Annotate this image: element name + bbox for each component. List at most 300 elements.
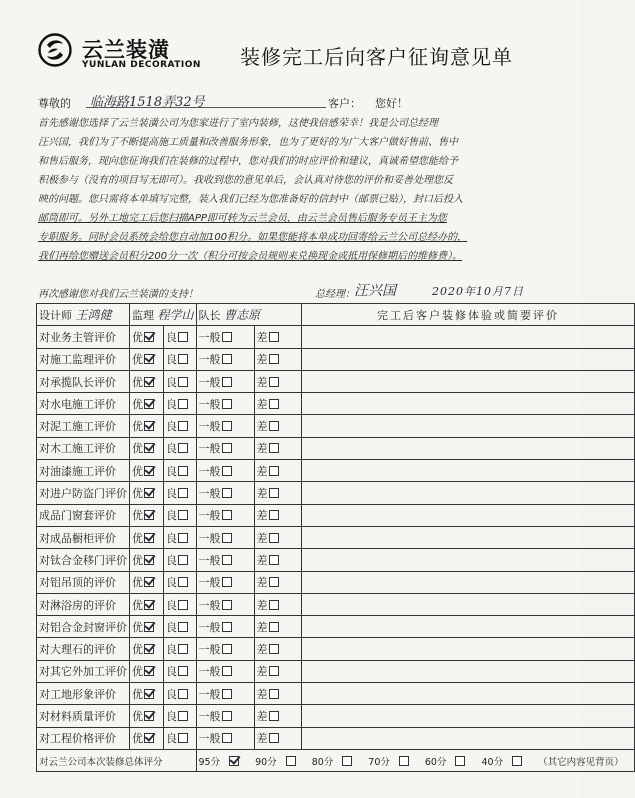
grade-cell[interactable] [164,482,197,504]
checkbox[interactable] [269,488,279,498]
grade-label: 优 [132,353,143,367]
checkbox[interactable] [178,510,188,520]
checkbox[interactable] [144,443,154,453]
grade-label: 差 [256,375,268,389]
grade-cell[interactable] [196,415,254,437]
general-manager-label: 总经理： [315,289,355,300]
checkbox[interactable] [269,689,279,699]
checkbox[interactable] [222,443,232,453]
grade-label: 良 [166,487,177,501]
grade-cell[interactable] [130,348,164,370]
grade-label: 良 [166,420,177,434]
checkbox[interactable] [269,622,279,632]
grade-cell[interactable] [164,638,197,660]
grade-label: 一般 [198,487,221,501]
checkbox[interactable] [144,555,154,565]
comment-cell[interactable] [302,504,634,526]
signoff-date: 2020年10月7日 [432,285,524,298]
checkbox[interactable] [144,332,154,342]
comment-cell[interactable] [302,460,634,482]
checkbox[interactable] [222,466,232,476]
checkbox[interactable] [269,510,279,520]
row-label: 对材料质量评价 [37,705,130,727]
grade-cell[interactable] [196,393,254,415]
grade-cell[interactable] [196,437,254,459]
table-row [37,348,635,370]
grade-cell[interactable] [254,727,302,749]
grade-cell[interactable] [130,526,164,548]
grade-label: 优 [132,464,143,478]
grade-cell[interactable] [130,482,164,504]
grade-label: 差 [256,576,268,590]
checkbox[interactable] [144,622,154,632]
grade-label: 一般 [198,420,221,434]
row-label: 对进户防盗门评价 [37,482,130,504]
checkbox[interactable] [178,332,188,342]
checkbox[interactable] [178,555,188,565]
grade-cell[interactable] [196,660,254,682]
supervisor-label: 监理 [132,309,154,323]
checkbox[interactable] [222,666,232,676]
checkbox[interactable] [178,711,188,721]
grade-cell[interactable] [196,526,254,548]
row-label: 对承揽队长评价 [37,370,130,392]
grade-cell[interactable] [164,616,197,638]
table-row [37,482,635,504]
checkbox[interactable] [269,332,279,342]
greeting-line [38,92,558,112]
checkbox[interactable] [269,600,279,610]
score-option[interactable] [368,757,417,768]
table-row [37,415,635,437]
grade-label: 良 [166,375,177,389]
grade-cell[interactable] [130,415,164,437]
table-row [37,460,635,482]
checkbox[interactable] [222,644,232,654]
score-option[interactable] [255,757,304,768]
letter-body [38,114,550,266]
checkbox[interactable] [269,666,279,676]
grade-cell[interactable] [196,482,254,504]
grade-cell[interactable] [130,549,164,571]
grade-label: 一般 [198,330,221,344]
grade-cell[interactable] [196,348,254,370]
checkbox[interactable] [269,399,279,409]
row-label: 对工地形象评价 [37,683,130,705]
row-label: 对铝合金封窗评价 [37,616,130,638]
grade-cell[interactable] [130,593,164,615]
grade-cell[interactable] [130,727,164,749]
grade-cell[interactable] [254,593,302,615]
score-option-label: 80分 [311,756,334,768]
grade-cell[interactable] [196,549,254,571]
grade-cell[interactable] [196,616,254,638]
checkbox[interactable] [229,756,239,766]
closing-line: 再次感谢您对我们云兰装潢的支持！ [38,289,198,300]
comment-cell[interactable] [302,437,634,459]
supervisor-cell [130,304,197,326]
grade-cell[interactable] [254,326,302,348]
grade-label: 差 [256,442,268,456]
checkbox[interactable] [222,332,232,342]
grade-cell[interactable] [254,415,302,437]
comment-cell[interactable] [302,727,634,749]
checkbox[interactable] [144,533,154,543]
table-row [37,616,635,638]
comment-cell[interactable] [302,415,634,437]
grade-cell[interactable] [130,616,164,638]
grade-label: 良 [166,464,177,478]
checkbox[interactable] [269,443,279,453]
grade-cell[interactable] [164,370,197,392]
checkbox[interactable] [144,666,154,676]
checkbox[interactable] [269,377,279,387]
grade-cell[interactable] [196,727,254,749]
checkbox[interactable] [144,399,154,409]
grade-cell[interactable] [254,549,302,571]
comment-cell[interactable] [302,348,634,370]
checkbox[interactable] [269,533,279,543]
grade-label: 差 [256,598,268,612]
comment-cell[interactable] [302,571,634,593]
grade-label: 差 [256,487,268,501]
grade-label: 一般 [198,442,221,456]
table-row [37,549,635,571]
table-row [37,727,635,749]
grade-label: 一般 [198,353,221,367]
grade-label: 一般 [198,732,221,746]
row-label: 对木工施工评价 [37,437,130,459]
row-label: 对钛合金移门评价 [37,549,130,571]
row-label: 对水电施工评价 [37,393,130,415]
checkbox[interactable] [178,666,188,676]
designer-name: 王鸿健 [75,308,112,323]
checkbox[interactable] [178,377,188,387]
comment-cell[interactable] [302,683,634,705]
checkbox[interactable] [144,733,154,743]
grade-cell[interactable] [164,393,197,415]
grade-cell[interactable] [254,660,302,682]
grade-cell[interactable] [130,638,164,660]
checkbox[interactable] [222,600,232,610]
row-label: 对工程价格评价 [37,727,130,749]
grade-cell[interactable] [130,571,164,593]
grade-label: 优 [132,687,143,701]
comment-cell[interactable] [302,638,634,660]
grade-cell[interactable] [130,705,164,727]
checkbox[interactable] [178,533,188,543]
checkbox[interactable] [222,689,232,699]
comment-cell[interactable] [302,326,634,348]
comment-cell[interactable] [302,526,634,548]
grade-cell[interactable] [254,504,302,526]
grade-cell[interactable] [164,660,197,682]
overall-score-label: 对云兰公司本次装修总体评分 [37,749,197,771]
score-option-label: 95分 [198,756,221,768]
checkbox[interactable] [512,756,522,766]
grade-label: 差 [256,531,268,545]
grade-cell[interactable] [164,593,197,615]
letter-line: 首先感谢您选择了云兰装潢公司为您家进行了室内装修，这使我倍感荣幸！我是公司总经理 [38,118,438,129]
grade-label: 差 [256,709,268,723]
checkbox[interactable] [178,488,188,498]
letter-line: 邮筒即可。另外工地完工后您扫描APP即可转为云兰会员，由云兰会员售后服务专员王主为您 [38,213,447,224]
grade-label: 良 [166,598,177,612]
grade-label: 良 [166,687,177,701]
checkbox[interactable] [178,622,188,632]
letter-line: 映的问题。您只需将本单填写完整，装入我们已经为您准备好的信封中（邮票已贴），封口后投入 [38,194,463,205]
checkbox[interactable] [178,600,188,610]
comment-cell[interactable] [302,549,634,571]
checkbox[interactable] [269,466,279,476]
grade-cell[interactable] [164,705,197,727]
score-option-label: 40分 [481,756,504,768]
grade-label: 差 [256,687,268,701]
checkbox[interactable] [222,533,232,543]
grade-label: 良 [166,330,177,344]
checkbox[interactable] [178,354,188,364]
comment-cell[interactable] [302,482,634,504]
grade-cell[interactable] [164,348,197,370]
grade-label: 良 [166,353,177,367]
score-option[interactable] [199,757,248,768]
checkbox[interactable] [269,555,279,565]
grade-cell[interactable] [164,326,197,348]
checkbox[interactable] [178,421,188,431]
grade-cell[interactable] [164,571,197,593]
checkbox[interactable] [144,510,154,520]
grade-label: 一般 [198,531,221,545]
row-label: 对油漆施工评价 [37,460,130,482]
row-label: 对成品橱柜评价 [37,526,130,548]
grade-cell[interactable] [164,683,197,705]
row-label: 成品门窗套评价 [37,504,130,526]
table-row [37,393,635,415]
grade-label: 一般 [198,397,221,411]
designer-cell [37,304,130,326]
general-manager-signature: 汪兴国 [354,283,396,299]
row-label: 对铝吊顶的评价 [37,571,130,593]
checkbox[interactable] [269,577,279,587]
table-row [37,571,635,593]
respected-label: 尊敬的 [38,97,71,110]
checkbox[interactable] [222,733,232,743]
grade-cell[interactable] [164,526,197,548]
checkbox[interactable] [286,756,296,766]
row-label: 对大理石的评价 [37,638,130,660]
checkbox[interactable] [399,756,409,766]
grade-label: 优 [132,598,143,612]
grade-label: 差 [256,464,268,478]
grade-cell[interactable] [164,549,197,571]
grade-label: 一般 [198,553,221,567]
row-label: 对施工监理评价 [37,348,130,370]
checkbox[interactable] [222,577,232,587]
row-label: 对淋浴房的评价 [37,593,130,615]
grade-cell[interactable] [130,437,164,459]
grade-cell[interactable] [196,705,254,727]
grade-cell[interactable] [254,437,302,459]
grade-label: 良 [166,709,177,723]
address-underline [86,107,326,108]
checkbox[interactable] [222,399,232,409]
checkbox[interactable] [144,377,154,387]
checkbox[interactable] [222,510,232,520]
comment-cell[interactable] [302,616,634,638]
comment-cell[interactable] [302,593,634,615]
checkbox[interactable] [269,354,279,364]
score-option-label: 90分 [255,756,277,768]
table-row [37,705,635,727]
yunlan-logo-icon [38,33,72,67]
comment-header: 完工后客户装修体验或简要评价 [302,304,634,326]
grade-label: 优 [132,709,143,723]
grade-label: 良 [166,509,177,523]
checkbox[interactable] [144,600,154,610]
grade-label: 良 [166,643,177,657]
grade-cell[interactable] [254,571,302,593]
grade-cell[interactable] [254,482,302,504]
grade-cell[interactable] [130,460,164,482]
grade-cell[interactable] [254,370,302,392]
checkbox[interactable] [222,421,232,431]
table-row [37,370,635,392]
grade-cell[interactable] [130,393,164,415]
checkbox[interactable] [269,644,279,654]
grade-cell[interactable] [254,460,302,482]
grade-cell[interactable] [196,571,254,593]
grade-cell[interactable] [254,683,302,705]
row-label: 对泥工施工评价 [37,415,130,437]
foreman-cell [196,304,302,326]
checkbox[interactable] [144,354,154,364]
grade-cell[interactable] [254,348,302,370]
grade-cell[interactable] [196,638,254,660]
grade-label: 优 [132,442,143,456]
grade-label: 良 [166,442,177,456]
checkbox[interactable] [222,354,232,364]
grade-cell[interactable] [164,460,197,482]
checkbox[interactable] [178,399,188,409]
overall-score-row [37,749,635,771]
letter-line: 汪兴国，我们为了不断提高施工质量和改善服务形象，也为了更好的为广大客户做好售前、售中 [38,137,458,148]
grade-label: 一般 [198,687,221,701]
checkbox[interactable] [144,689,154,699]
grade-cell[interactable] [254,393,302,415]
checkbox[interactable] [222,377,232,387]
grade-label: 一般 [198,464,221,478]
grade-label: 差 [256,330,268,344]
comment-cell[interactable] [302,393,634,415]
hello-text: 您好！ [375,97,408,110]
grade-label: 一般 [198,576,221,590]
score-option[interactable] [425,757,474,768]
table-row [37,683,635,705]
checkbox[interactable] [269,733,279,743]
grade-cell[interactable] [196,504,254,526]
checkbox[interactable] [455,756,465,766]
grade-cell[interactable] [164,415,197,437]
table-row [37,326,635,348]
grade-cell[interactable] [130,660,164,682]
grade-cell[interactable] [130,370,164,392]
grade-label: 一般 [198,375,221,389]
checkbox[interactable] [269,421,279,431]
score-option[interactable] [312,757,361,768]
comment-cell[interactable] [302,705,634,727]
comment-cell[interactable] [302,370,634,392]
grade-label: 优 [132,732,143,746]
grade-label: 一般 [198,620,221,634]
grade-cell[interactable] [164,727,197,749]
checkbox[interactable] [144,488,154,498]
grade-label: 差 [256,420,268,434]
grade-label: 优 [132,330,143,344]
grade-label: 良 [166,732,177,746]
grade-label: 优 [132,420,143,434]
grade-cell[interactable] [254,638,302,660]
comment-cell[interactable] [302,660,634,682]
grade-cell[interactable] [196,326,254,348]
grade-cell[interactable] [196,460,254,482]
grade-cell[interactable] [130,683,164,705]
foreman-name: 曹志原 [224,308,261,323]
checkbox[interactable] [178,466,188,476]
grade-label: 差 [256,643,268,657]
grade-cell[interactable] [254,705,302,727]
checkbox[interactable] [144,577,154,587]
brand-name-en: YUNLAN DECORATION [82,60,201,70]
checkbox[interactable] [144,711,154,721]
checkbox[interactable] [144,421,154,431]
checkbox[interactable] [178,733,188,743]
checkbox[interactable] [222,488,232,498]
checkbox[interactable] [144,644,154,654]
grade-label: 优 [132,375,143,389]
table-row [37,437,635,459]
checkbox[interactable] [178,577,188,587]
checkbox[interactable] [342,756,352,766]
letter-line: 专职服务。同时会员系统会给您自动加100积分。如果您能将本单成功回寄给云兰公司总经办的， [38,232,468,243]
grade-cell[interactable] [164,437,197,459]
score-option[interactable] [481,757,530,768]
row-label: 对其它外加工评价 [37,660,130,682]
grade-cell[interactable] [196,593,254,615]
table-row [37,593,635,615]
table-row [37,660,635,682]
grade-cell[interactable] [196,370,254,392]
customer-address-handwritten: 临海路1518弄32号 [90,95,205,110]
checkbox[interactable] [222,711,232,721]
grade-cell[interactable] [254,616,302,638]
checkbox[interactable] [222,555,232,565]
customer-label: 客户： [328,97,361,110]
checkbox[interactable] [222,622,232,632]
checkbox[interactable] [178,689,188,699]
grade-label: 一般 [198,598,221,612]
checkbox[interactable] [178,644,188,654]
grade-cell[interactable] [130,504,164,526]
grade-cell[interactable] [254,526,302,548]
table-row [37,526,635,548]
grade-cell[interactable] [164,504,197,526]
grade-cell[interactable] [130,326,164,348]
checkbox[interactable] [144,466,154,476]
checkbox[interactable] [178,443,188,453]
letter-line: 和售后服务，现向您征询我们在装修的过程中，您对我们的时应评价和建议，真诚希望您能给予 [38,156,458,167]
checkbox[interactable] [269,711,279,721]
grade-cell[interactable] [196,683,254,705]
